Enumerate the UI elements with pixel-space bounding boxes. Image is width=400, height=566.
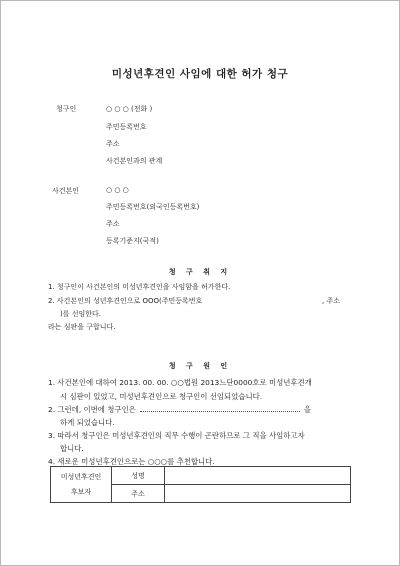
subject-address-label: 주소 xyxy=(106,220,120,228)
reason-item-3a: 3. 따라서 청구인은 미성년후견인의 직무 수행이 곤란하므로 그 직을 사임하고자 xyxy=(48,431,305,440)
claimant-address-label: 주소 xyxy=(106,140,120,148)
nominee-address-cell[interactable] xyxy=(165,485,351,503)
subject-name-line: ○ ○ ○ xyxy=(106,186,129,194)
claimant-rrn-label: 주민등록번호 xyxy=(106,123,147,131)
reason-item-3b: 합니다. xyxy=(60,444,84,453)
nominee-name-cell[interactable] xyxy=(165,467,351,485)
purpose-item-2: 2. 사건본인의 성년후견인으로 OOO(주민등록번호 xyxy=(48,297,203,305)
subject-registry-label: 등록기준지(국적) xyxy=(106,237,159,245)
claimant-relation-label: 사건본인과의 관계 xyxy=(106,157,163,165)
nominee-table xyxy=(50,466,351,503)
nominee-head: 미성년후견인 후보자 xyxy=(51,467,112,503)
document-title: 미성년후견인 사임에 대한 허가 청구 xyxy=(111,68,289,80)
reason-item-1b: 시 심판이 있었고, 미성년후견인으로 청구인이 선임되었습니다. xyxy=(60,392,263,401)
purpose-item-2-tail: , 주소 xyxy=(322,297,340,305)
purpose-item-1: 1. 청구인이 사건본인의 미성년후견인을 사임함을 허가한다. xyxy=(48,283,231,291)
reason-item-2b: 하게 되었습니다. xyxy=(60,418,115,427)
purpose-closing: 라는 심판을 구합니다. xyxy=(48,323,116,331)
subject-rrn-label: 주민등록번호(외국인등록번호) xyxy=(106,203,200,211)
claimant-name-line: ○ ○ ○ (전화 ) xyxy=(106,105,153,113)
reason-heading: 청 구 원 인 xyxy=(168,362,232,370)
claimant-label: 청구인 xyxy=(56,105,77,113)
reason-item-1a: 1. 사건본인에 대하여 2013. 00. 00. ○○법원 2013느단0000호로 미성년후견개 xyxy=(48,378,312,387)
reason-item-2a-text: 2. 그런데, 이번에 청구인은 xyxy=(48,405,136,414)
purpose-item-2-cont: )를 선임한다. xyxy=(60,310,101,318)
subject-label: 사건본인 xyxy=(52,187,80,195)
purpose-heading: 청 구 취 지 xyxy=(168,268,232,276)
reason-item-2a-tail: 을 xyxy=(303,405,311,414)
blank-line xyxy=(140,404,300,412)
nominee-address-label: 주소 xyxy=(112,485,165,503)
reason-item-2a xyxy=(48,404,311,415)
reason-item-4: 4. 새로운 미성년후견인으로는 ○○○를 추천합니다. xyxy=(48,457,215,466)
nominee-name-label: 성명 xyxy=(112,467,165,485)
